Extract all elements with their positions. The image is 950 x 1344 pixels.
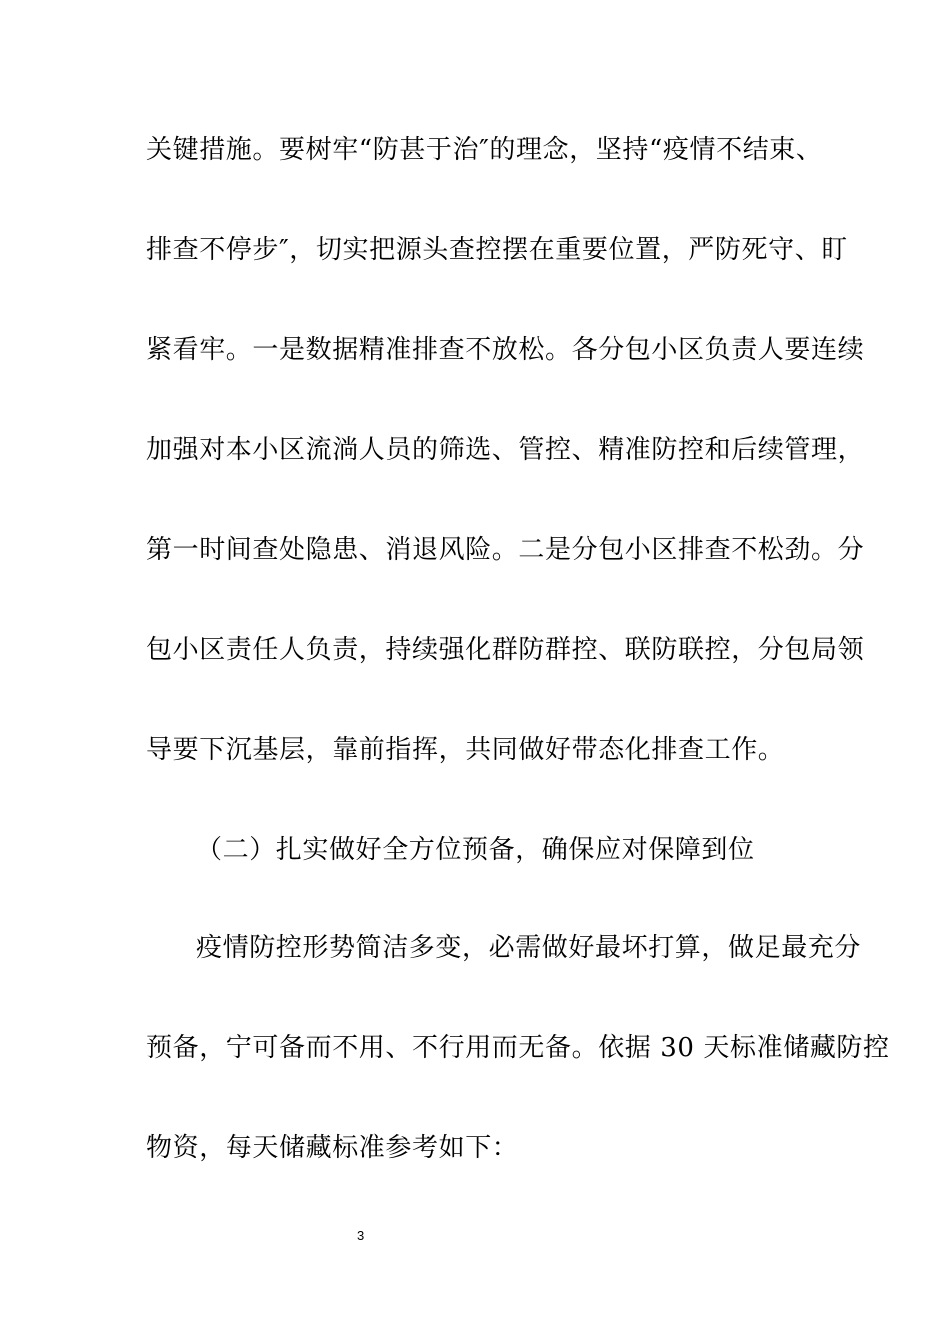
paragraph-line-4: 加强对本小区流淌人员的筛选、管控、精准防控和后续管理，	[146, 435, 865, 465]
paragraph-line-6: 包小区责任人负责，持续强化群防群控、联防联控，分包局领	[146, 635, 865, 665]
paragraph-line-2: 排查不停步″，切实把源头查控摆在重要位置，严防死守、盯	[146, 235, 848, 265]
section-heading: （二）扎实做好全方位预备，确保应对保障到位	[196, 835, 755, 865]
paragraph2-line-2: 预备，宁可备而不用、不行用而无备。依据 30 天标准储藏防控	[146, 1033, 890, 1063]
paragraph-line-3: 紧看牢。一是数据精准排查不放松。各分包小区负责人要连续	[146, 335, 865, 365]
paragraph2-line-3: 物资，每天储藏标准参考如下：	[146, 1133, 519, 1163]
paragraph-line-1: 关键措施。要树牢“防甚于治″的理念，坚持“疫情不结束、	[146, 135, 823, 165]
paragraph2-line-1: 疫情防控形势简洁多变，必需做好最坏打算，做足最充分	[196, 933, 862, 963]
page-number: 3	[357, 1228, 365, 1243]
paragraph-line-5: 第一时间查处隐患、消退风险。二是分包小区排查不松劲。分	[146, 535, 865, 565]
paragraph-line-7: 导要下沉基层，靠前指挥，共同做好带态化排查工作。	[146, 735, 785, 765]
